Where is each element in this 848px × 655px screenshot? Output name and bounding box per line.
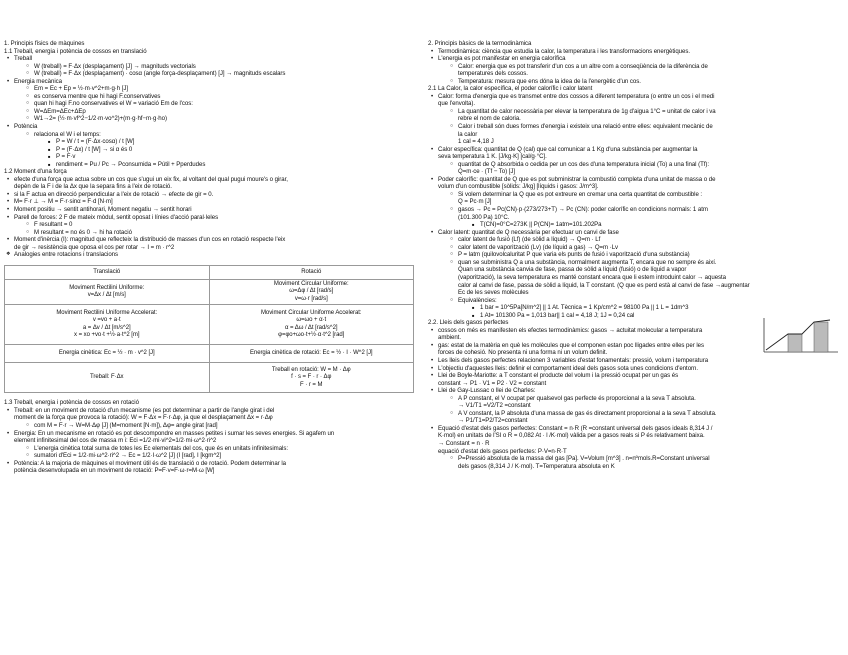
right.lines-line: • Termodinàmica: ciència que estudia la calor, la temperatura i les transformacions energètiques. xyxy=(428,48,842,56)
right.lines-line: ○ A P constant, el V ocupat per qualsevol gas perfecte és proporcional a la seva T absoluta. xyxy=(428,395,842,403)
right.lines-line: Quan una substància canvia de fase, passa de sòlid a líquid (fusió) o de líquid a vapor xyxy=(458,266,687,274)
right.lines-line: • Poder calorífic: quantitat de Q que es pot subministrar la combustió completa d'una unitat de massa o de xyxy=(428,176,842,184)
left-lines xyxy=(4,40,416,259)
table-header-cell: Rotació xyxy=(209,265,414,279)
table-header-cell: Translació xyxy=(5,265,210,279)
right.lines-line: ○ Equivalències: xyxy=(428,297,842,305)
right.lines-line: forces de cohesió. No presenta ni una forma ni un volum definit. xyxy=(438,349,608,357)
right.lines-line: • L'objectiu d'aquestes lleis: definir el comportament ideal dels gasos sota unes condicions d'entorn. xyxy=(428,365,842,373)
right.lines-line: Q = Pc·m [J] xyxy=(458,198,492,206)
analogies-table xyxy=(4,265,414,394)
right.lines-line: ○ P = latm (quilovolcaluritat P que varia els punts de fusió i vaporització d'una substància) xyxy=(428,251,842,259)
left-after-lines xyxy=(4,399,416,474)
table-cell: Energia cinètica: Ec = ½ · m · v^2 [J] xyxy=(5,345,210,363)
right.lines-line: rebre el nom de caloria. xyxy=(458,115,521,123)
left.after-line: 1.3 Treball, energia i potència de cossos en rotació xyxy=(4,399,139,407)
left-column xyxy=(4,40,416,475)
left.after-line: potència desenvolupada en un moviment de rotació: P=F·v=F·ω·r=M·ω [W] xyxy=(14,467,215,475)
right.lines-line: constant → P1 · V1 = P2 · V2 = constant xyxy=(438,379,547,387)
left.lines-line: 1.1 Treball, energia i potència de cossos en translació xyxy=(4,47,147,55)
right.lines-line: que l'envolta). xyxy=(438,100,475,108)
left.lines-line: • si la F actua en direcció perpendicular a l'eix de rotació → efecte de gir = 0. xyxy=(4,191,416,199)
right.lines-line: K·mol) en unitats de l'SI o R = 0,082 At · l /K·mol) vàlida per a gasos reals si P és relativament baixa. xyxy=(438,432,705,440)
right.lines-line: • cossos on més es manifesten els efectes termodinàmics: gasos → actuitat molecular a temperatura xyxy=(428,327,842,335)
left.lines-line: ○ quan hi hagi F.no conservatives el W = variació Em de l'cos: xyxy=(4,100,416,108)
right.lines-line: ○ La quantitat de calor necessària per elevar la temperatura de 1g d'aigua 1°C = unitat de calor i va xyxy=(428,108,842,116)
right.lines-line: • Llei de Gay-Lussac o llei de Charles: xyxy=(428,387,842,395)
left.after-line: • Potència: A la majoria de màquines el moviment útil és de translació o de rotació. Podem determinar la xyxy=(4,460,416,468)
left.lines-line: • Moment positiu → sentit antihorari, Moment negatiu → sentit horari xyxy=(4,206,416,214)
right.lines-line: la calor xyxy=(458,130,478,138)
left.lines-line: • Treball xyxy=(4,55,416,63)
left.lines-line: • Moment d'inèrcia (I): magnitud que reflecteix la distribució de masses d'un cos en rotació respecte l'eix xyxy=(4,236,416,244)
table-row xyxy=(5,345,414,363)
right.lines-line: temperatures dels cossos. xyxy=(458,70,528,78)
right.lines-line: ○ Temperatura: mesura que ens dóna la idea de la l'energètic d'un cos. xyxy=(428,78,842,86)
right.lines-line: ■ 1 At= 101300 Pa = 1,013 bar|| 1 cal = 4,18 J; 1J = 0,24 cal xyxy=(428,312,842,320)
left.lines-line: ■ P = F·v xyxy=(4,153,416,161)
right.lines-line: • Calor específica: quantitat de Q (cal) que cal comunicar a 1 Kg d'una substància per augmentar la xyxy=(428,146,842,154)
right.lines-line: volum d'un combustible [sòlids: J/kg] [líquids i gasos: J/m^3]. xyxy=(438,183,599,191)
left.lines-line: • efecte d'una força que actua sobre un cos que s'ugui un eix fix, al voltant del qual pugui moure's o girar, xyxy=(4,176,416,184)
left.lines-line: • Parell de forces: 2 F de mateix mòdul, sentit oposat i línies d'acció paral·leles xyxy=(4,214,416,222)
table-cell: Moviment Rectilini Uniforme Accelerat: v =vo + a·t a = Δv / Δt [m/s^2] x = xo +vo·t +½·a·t^2 [m] xyxy=(5,305,210,345)
left.lines-line: 1.2 Moment d'una força xyxy=(4,168,67,176)
right.lines-line: (101.300 Pa) 10°C. xyxy=(458,213,510,221)
right.lines-line: → P1/T1=P2/T2=constant xyxy=(458,417,528,425)
phase-change-graph xyxy=(760,316,840,356)
left.after-line: moment de la força que provoca la rotació): W = F·Δx = F·r·Δφ, ja que el desplaçament Δx = r·Δφ xyxy=(14,414,273,422)
left.lines-line: ○ M resultant = no és 0 → hi ha rotació xyxy=(4,229,416,237)
table-cell: Treball en rotació: W = M · Δφ f · s = F · r · Δφ F · r = M xyxy=(209,363,414,393)
left.after-line: ○ L'energia cinètica total suma de totes les Ec elementals del cos, que és en unitats infinitesimals: xyxy=(4,445,416,453)
left.lines-line: • M= F·r ⊥ → M = F·r·sinα = F·d [N·m] xyxy=(4,198,416,206)
left.lines-line: ■ rendiment = Pu / Pc → Pconsumida = Pútil + Pperdudes xyxy=(4,161,416,169)
right.lines-line: ○ calor latent de fusió (Lf) (de sòlid a líquid) → Q=m · Lf xyxy=(428,236,842,244)
left.lines-line: ○ F resultant = 0 xyxy=(4,221,416,229)
left.lines-line: ○ W (treball) = F·Δx (desplaçament) · cosα (angle força-desplaçament) [J] → magnituds escalars xyxy=(4,70,416,78)
left.lines-line: depèn de la F i de la Δx que la separa fins a l'eix de rotació. xyxy=(14,183,172,191)
right.lines-line: → V1/T1 =V2/T2 =constant xyxy=(458,402,531,410)
right.lines-line: seva temperatura 1 K. [J/kg·K] [cal/g·°C]. xyxy=(438,153,547,161)
left.lines-line: ○ es conserva mentre que hi hagi F.conservatives xyxy=(4,93,416,101)
right.lines-line: ■ T(CN)=0°C=273K || P(CN)= 1atm=101.202Pa xyxy=(428,221,842,229)
left.lines-line: 1. Principis físics de màquines xyxy=(4,40,85,47)
right.lines-line: calor al canvi de fase, passa de sòlid a líquid, la T constant. (Q que es perd està al canvi de fase →augmentar xyxy=(458,281,750,289)
table-row xyxy=(5,265,414,279)
right.lines-line: ○ Calor i treball són dues formes d'energia i existeix una relació entre elles: equivalent mecànic de xyxy=(428,123,842,131)
left.lines-line: • Energia mecànica xyxy=(4,78,416,86)
right.lines-line: ○ P=Pressió absoluta de la massa del gas [Pa]. V=Volum [m^3] . n=nºmols.R=Constant universal xyxy=(428,455,842,463)
right.lines-line: dels gasos (8,314 J / K·mol). T=Temperatura absoluta en K xyxy=(458,462,615,470)
table-row xyxy=(5,305,414,345)
left.after-line: • Treball: en un moviment de rotació d'un mecanisme (es pot determinar a partir de l'angle girat i del xyxy=(4,407,416,415)
right.lines-line: equació d'estat dels gasos perfectes: P·V=n·R·T xyxy=(438,447,567,455)
left.lines-line: ○ W=ΔEm=ΔEc+ΔEp xyxy=(4,108,416,116)
right.lines-line: 2.2. Lleis dels gasos perfectes xyxy=(428,319,509,327)
left.lines-line: • Potència xyxy=(4,123,416,131)
right.lines-line: • Llei de Boyle-Mariotte: a T constant el producte del volum i la pressió ocupat per un gas és xyxy=(428,372,842,380)
right.lines-line: ○ quantitat de Q absorbida o cedida per un cos des d'una temperatura inicial (To) a una final (Tf): xyxy=(428,161,842,169)
left.lines-line: ○ W1→2= (½·m·vf^2−1/2·m·vo^2)+(m·g·hf−m·g·ho) xyxy=(4,115,416,123)
table-cell: Moviment Rectilini Uniforme: v=Δx / Δt [m/s] xyxy=(5,279,210,305)
table-cell: Moviment Circular Uniforme: ω=Δφ / Δt [rad/s] v=ω·r [rad/s] xyxy=(209,279,414,305)
right-lines xyxy=(428,40,842,470)
left.lines-line: ○ Em = Ec + Ep = ½·m·v^2+m·g·h [J] xyxy=(4,85,416,93)
right.lines-line: (vaporització), la seva temperatura es manté constant encara que li estem introduint calor → aquesta xyxy=(458,273,727,281)
left.lines-line: ■ P = W / t = (F·Δx·cosα) / t [W] xyxy=(4,138,416,146)
right.lines-line: ambient. xyxy=(438,334,461,342)
left.lines-line: ○ W (treball) = F·Δx (desplaçament) [J] → magnituds vectorials xyxy=(4,63,416,71)
right.lines-line: 1 cal = 4,18 J xyxy=(458,138,494,146)
table-row xyxy=(5,363,414,393)
left.lines-line: ❖ Analogies entre rotacions i translacions xyxy=(4,251,416,259)
right.lines-line: ○ Si volem determinar la Q que es pot extreure en cremar una certa quantitat de combustible : xyxy=(428,191,842,199)
left.lines-line: de gir → resistència que oposa el cos per rotar → I = m · r^2 xyxy=(14,243,175,251)
right.lines-line: ○ gasos → Pc = Pc(CN)·p·(273/273+T) → Pc (CN): poder calorífic en condicions normals: 1 atm xyxy=(428,206,842,214)
left.lines-line: ■ P = (F·Δx) / t [W] → si α és 0 xyxy=(4,146,416,154)
right.lines-line: → Constant = n · R xyxy=(438,439,490,447)
right.lines-line: 2.1 La Calor, la calor específica, el poder calorífic i calor latent xyxy=(428,85,593,93)
table-cell: Moviment Circular Uniforme Accelerat: ω=ωo + α·t α = Δω / Δt [rad/s^2] φ=φo+ωo·t+½·α·t^2 [rad] xyxy=(209,305,414,345)
right-column xyxy=(428,40,842,470)
left.after-line: ○ sumatori d'Eci = 1/2·mi·ω^2·ri^2 → Ec = 1/2·I·ω^2 [J] (I [rad], I [kgm^2] xyxy=(4,452,416,460)
right.lines-line: • Calor: forma d'energia que es transmet entre dos cossos a diferent temperatura (o entre un cos i el medi xyxy=(428,93,842,101)
left.after-line: • Energia: En un mecanisme en rotació es pot descompondre en masses petites i sumar les seves energies. Si agafem un xyxy=(4,430,416,438)
right.lines-line: • L'energia es pot manifestar en energia calorífica xyxy=(428,55,842,63)
left.lines-line: ○ relaciona el W i el temps: xyxy=(4,131,416,139)
left.after-line: element infinitesimal del cos de massa m i: Eci =1/2·mi·vi^2=1/2·mi·ω^2·ri^2 xyxy=(14,437,217,445)
right.lines-line: ○ calor latent de vaporització (Lv) (de líquid a gas) → Q=m ·Lv xyxy=(428,244,842,252)
right.lines-line: • Equació d'estat dels gasos perfectes: Constant = n·R (R =constant universal dels gasos ideals 8,314 J / xyxy=(428,425,842,433)
right.lines-line: 2. Principis bàsics de la termodinàmica xyxy=(428,40,532,47)
right.lines-line: ○ quan se subministra Q a una substància, normalment augmenta T, encara que no sempre és així. xyxy=(428,259,842,267)
table-cell: Energia cinètica de rotació: Ec = ½ · I · W^2 [J] xyxy=(209,345,414,363)
left.after-line: ○ com M = F·r → W=M·Δφ [J] (M=moment [N·m]), Δφ= angle girat [rad] xyxy=(4,422,416,430)
table-row xyxy=(5,279,414,305)
right.lines-line: ○ Calor: energia que es pot transferir d'un cos a un altre com a conseqüència de la diferència de xyxy=(428,63,842,71)
right.lines-line: ■ 1 bar = 10^5Pa[N/m^2] || 1 At. Tècnica = 1 Kp/cm^2 = 98100 Pa || 1 L = 1dm^3 xyxy=(428,304,842,312)
right.lines-line: ○ A V constant, la P absoluta d'una massa de gas és directament proporcional a la seva T absoluta. xyxy=(428,410,842,418)
right.lines-line: • gas: estat de la matèria en què les molècules que el componen estan poc lligades entre elles per les xyxy=(428,342,842,350)
table-cell: Treball: F·Δx xyxy=(5,363,210,393)
right.lines-line: • Les lleis dels gasos perfectes relacionen 3 variables d'estat fonamentals: pressió, volum i temperatura xyxy=(428,357,842,365)
right.lines-line: Ec de les seves molècules xyxy=(458,289,529,297)
right.lines-line: • Calor latent: quantitat de Q necessària per efectuar un canvi de fase xyxy=(428,229,842,237)
right.lines-line: Q=m·ce · (Tf − To) [J] xyxy=(458,168,516,176)
